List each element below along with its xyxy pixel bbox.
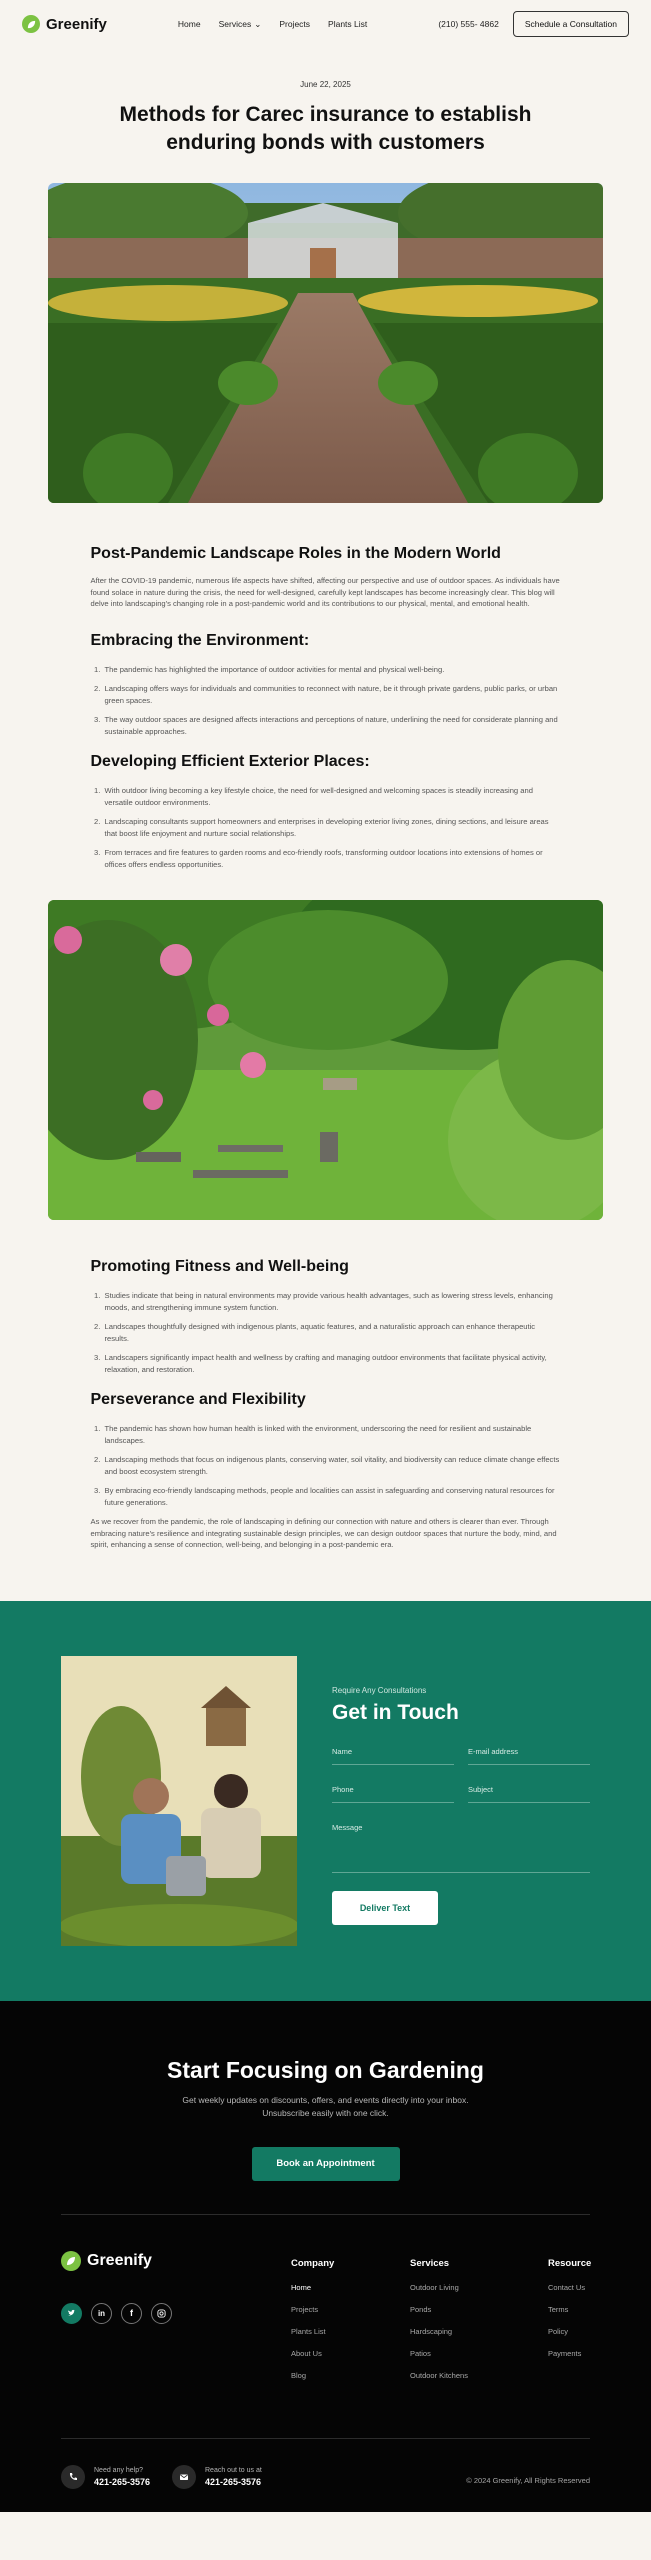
walled-garden-image [48,183,603,503]
list-item: 1. With outdoor living becoming a key lifestyle choice, the need for well-designed and welcoming spaces is steadily increasing and versatile outdoor environments. [103,785,561,808]
footer-link[interactable]: Outdoor Kitchens [410,2370,468,2380]
newsletter-subtitle [0,2094,651,2120]
footer-link[interactable]: Projects [291,2304,319,2314]
park-lawn-image [48,900,603,1220]
newsletter-line: Unsubscribe easily with one click. [262,2107,389,2118]
list-item: 3. By embracing eco-friendly landscaping methods, people and localities can assist in safeguarding and conserving natural resources for future generations. [103,1485,561,1508]
reach-contact[interactable] [172,2465,262,2489]
bullet-list [91,1423,561,1508]
footer-link[interactable]: Patios [410,2348,431,2358]
column-title: Services [410,2257,450,2269]
reach-number: 421-265-3576 [205,2476,262,2487]
list-item: 2. Landscaping methods that focus on indigenous plants, conserving water, soil vitality, and biodiversity can reduce climate change effects and boost ecosystem strength. [103,1454,561,1477]
nav-plants-list[interactable]: Plants List [328,19,368,29]
footer-link[interactable]: Hardscaping [410,2326,453,2336]
fields-row [332,1747,590,1765]
section-heading: Promoting Fitness and Well-being [90,1258,349,1275]
fields-row [332,1785,590,1803]
leaf-logo-icon [61,2251,81,2271]
article-date: June 22, 2025 [300,80,351,89]
fields-row [332,1823,590,1873]
contact-form [332,1686,590,1925]
divider [61,2214,590,2215]
site-header [0,0,651,48]
footer-link[interactable]: About Us [291,2348,322,2358]
email-input[interactable]: E-mail address [468,1747,590,1765]
nav-projects[interactable]: Projects [279,19,311,29]
list-item: 3. From terraces and fire features to garden rooms and eco-friendly roofs, transforming outdoor locations into extensions of homes or offices offers endless opportunities. [103,847,561,870]
site-footer [0,2001,651,2512]
bullet-list [91,1290,561,1375]
section-heading: Embracing the Environment: [90,631,310,649]
list-item: 3. The way outdoor spaces are designed affects interactions and perceptions of nature, underlining the need for considerate planning and sustainable approaches. [103,714,561,737]
nav-services[interactable] [219,19,262,30]
twitter-icon[interactable] [61,2303,82,2324]
footer-link[interactable]: Payments [548,2348,582,2358]
footer-link[interactable]: Ponds [410,2304,432,2314]
name-input[interactable]: Name [332,1747,454,1765]
deliver-text-button[interactable]: Deliver Text [332,1891,438,1925]
footer-link[interactable]: Contact Us [548,2282,586,2292]
subject-input[interactable]: Subject [468,1785,590,1803]
footer-logo[interactable] [61,2251,152,2271]
footer-company-column [291,2258,334,2393]
column-title: Resource [548,2257,592,2269]
main-nav [178,19,367,30]
section-paragraph: After the COVID-19 pandemic, numerous life aspects have shifted, affecting our perspective and use of outdoor spaces. As individuals have found solace in nature during the crisis, the need for well-designed, carefully kept landscapes has become increasingly clear. This blog will delve into landscaping's changing role in a post-pandemic world and its contributions to our physical, mental, and emotional health. [90,576,560,608]
list-item: 1. Studies indicate that being in natural environments may provide various health advantages, such as lowering stress levels, enhancing moods, and strengthening immune system function. [103,1290,561,1313]
schedule-consultation-button[interactable]: Schedule a Consultation [513,11,629,37]
footer-services-column [410,2258,468,2393]
section-heading: Post-Pandemic Landscape Roles in the Modern World [90,545,501,562]
newsletter-title: Start Focusing on Gardening [167,2056,484,2083]
list-item: 1. The pandemic has shown how human health is linked with the environment, underscoring the need for resilient and sustainable landscapes. [103,1423,561,1446]
footer-link[interactable]: Plants List [291,2326,326,2336]
footer-resource-column [548,2258,591,2371]
header-phone[interactable]: (210) 555- 4862 [438,19,499,29]
leaf-logo-icon [22,15,40,33]
reach-label: Reach out to us at [205,2466,262,2474]
phone-input[interactable]: Phone [332,1785,454,1803]
facebook-icon[interactable]: f [121,2303,142,2324]
list-item: 2. Landscapes thoughtfully designed with indigenous plants, aquatic features, and a naturalistic approach can enhance therapeutic results. [103,1321,561,1344]
bullet-list [91,785,561,870]
help-label: Need any help? [94,2466,144,2474]
help-contact[interactable] [61,2465,150,2489]
phone-icon [61,2465,85,2489]
contact-section [0,1601,651,2001]
gardening-couple-image [61,1656,297,1946]
brand-name: Greenify [46,15,107,33]
linkedin-icon[interactable]: in [91,2303,112,2324]
section-heading: Developing Efficient Exterior Places: [90,753,370,770]
column-title: Company [291,2257,335,2269]
footer-link[interactable]: Outdoor Living [410,2282,459,2292]
list-item: 3. Landscapers significantly impact health and wellness by crafting and managing outdoor environments that facilitate physical activity, relaxation, and restoration. [103,1352,561,1375]
help-number: 421-265-3576 [94,2476,151,2487]
book-appointment-button[interactable]: Book an Appointment [252,2147,400,2181]
chevron-down-icon: ⌄ [254,18,262,29]
footer-brand-name: Greenify [87,2251,152,2269]
divider [61,2438,590,2439]
newsletter-line: Get weekly updates on discounts, offers, and events directly into your inbox. [182,2094,469,2105]
section-heading: Perseverance and Flexibility [90,1391,306,1408]
contact-kicker: Require Any Consultations [332,1685,427,1695]
nav-services-label: Services [218,19,252,29]
mail-icon [172,2465,196,2489]
footer-link[interactable]: Blog [291,2370,307,2380]
footer-link[interactable]: Terms [548,2304,569,2314]
list-item: 1. The pandemic has highlighted the importance of outdoor activities for mental and physical well-being. [103,664,561,676]
nav-home[interactable]: Home [177,19,201,29]
copyright: © 2024 Greenify, All Rights Reserved [466,2475,590,2485]
closing-paragraph: As we recover from the pandemic, the role of landscaping in defining our connection with nature and others is clearer than ever. Through embracing nature's resilience and integrating sustainable design principles, we can design outdoor spaces that nurture the body, mind, and spirit, enhancing a sense of connection, well-being, and belonging in a post-pandemic era. [90,1517,557,1549]
message-textarea[interactable]: Message [332,1823,590,1873]
list-item: 2. Landscaping offers ways for individuals and communities to reconnect with nature, be it through private gardens, public parks, or urban green spaces. [103,683,561,706]
instagram-icon[interactable] [151,2303,172,2324]
bullet-list [91,664,561,738]
list-item: 2. Landscaping consultants support homeowners and enterprises in developing exterior living zones, dining sections, and leisure areas that boost life enjoyment and nurture social relationships. [103,816,561,839]
footer-link[interactable]: Home [291,2282,312,2292]
contact-title: Get in Touch [332,1700,459,1724]
article-body [91,545,561,870]
header-actions [438,11,629,37]
brand-logo[interactable] [22,15,107,33]
article-body-continued [91,1258,561,1551]
footer-link[interactable]: Policy [548,2326,569,2336]
article-title: Methods for Carec insurance to establish enduring bonds with customers [119,103,532,154]
social-links [61,2303,172,2324]
